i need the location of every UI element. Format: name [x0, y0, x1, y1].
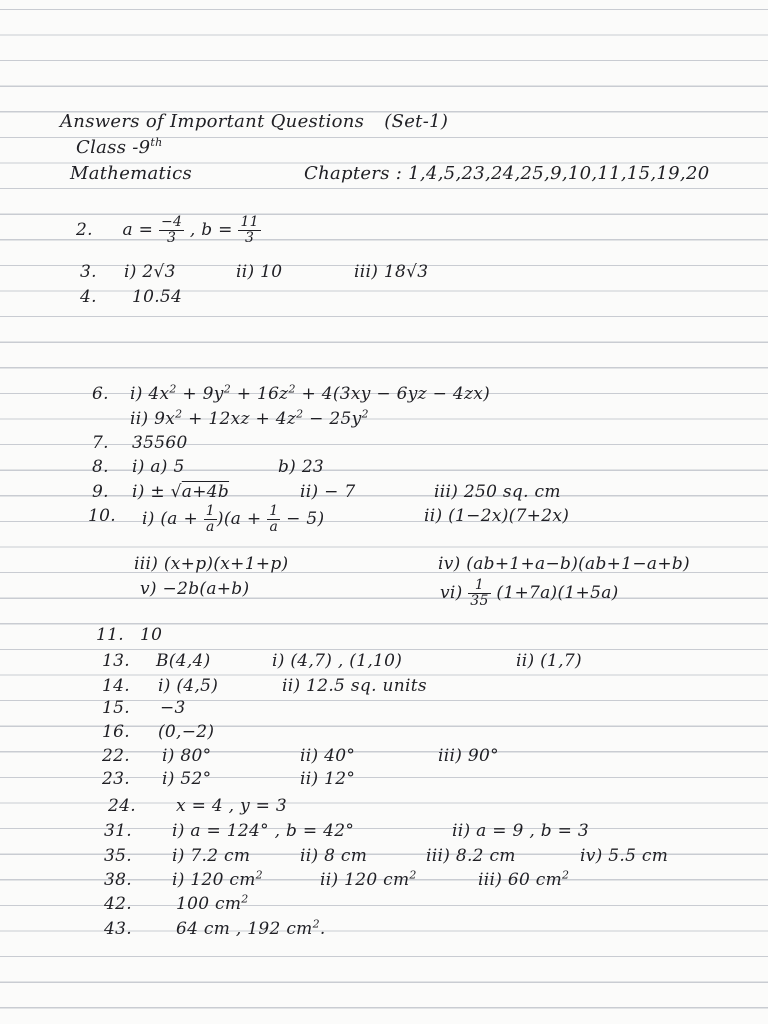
answer-text: − 5) — [280, 509, 325, 529]
answer-text: ii) 120 cm — [320, 870, 410, 890]
fraction — [159, 215, 184, 246]
answer-35-iv: iv) 5.5 cm — [580, 846, 669, 866]
exponent: 2 — [288, 382, 296, 396]
answer-2 — [76, 215, 261, 246]
question-number: 6. — [92, 384, 109, 404]
answer-text: + 16z — [231, 384, 289, 404]
question-number: 2. — [76, 220, 93, 240]
answer-7: 35560 — [132, 433, 188, 453]
answer-13-ii: ii) (1,7) — [516, 651, 582, 671]
answer-text: , b = — [184, 220, 239, 240]
fraction-denominator: a — [205, 519, 215, 535]
exponent: 2 — [562, 868, 570, 882]
answer-9-i: i) ± √a+4b — [132, 482, 230, 502]
class-label — [76, 138, 163, 158]
answer-text: i) 4x — [130, 384, 170, 404]
set-label: (Set-1) — [384, 111, 449, 132]
question-number: 9. — [92, 482, 109, 502]
question-number: 43. — [104, 919, 132, 939]
chapters-line — [304, 164, 709, 184]
question-number: 35. — [104, 846, 132, 866]
exponent: 2 — [255, 868, 263, 882]
answer-text: + 4(3xy − 6yz − 4zx) — [295, 384, 491, 404]
question-number: 10. — [88, 506, 116, 526]
answer-14-ii: ii) 12.5 sq. units — [282, 676, 427, 696]
root-content: a+4b — [181, 482, 230, 502]
question-number: 15. — [102, 698, 130, 718]
answer-42 — [176, 894, 249, 914]
fraction-numerator: 11 — [240, 214, 259, 230]
answer-8-i: i) a) 5 — [132, 457, 185, 477]
answer-22-i: i) 80° — [162, 746, 212, 766]
answer-38-iii — [478, 870, 569, 890]
answer-text: i) ± — [132, 482, 171, 502]
exponent: 2 — [409, 868, 417, 882]
subject-label: Mathematics — [70, 163, 193, 184]
answer-38-i — [172, 870, 263, 890]
fraction-denominator: 3 — [166, 230, 177, 246]
question-number: 22. — [102, 746, 130, 766]
question-number: 16. — [102, 722, 130, 742]
exponent: 2 — [361, 407, 369, 421]
answer-24: x = 4 , y = 3 — [176, 796, 288, 816]
answer-10-iii: iii) (x+p)(x+1+p) — [134, 554, 289, 574]
answer-38-ii — [320, 870, 417, 890]
answer-4: 10.54 — [132, 287, 183, 307]
question-number: 7. — [92, 433, 109, 453]
answer-35-ii: ii) 8 cm — [300, 846, 368, 866]
fraction-denominator: 35 — [470, 593, 489, 609]
class-suffix: th — [150, 136, 163, 149]
answer-9-ii: ii) − 7 — [300, 482, 356, 502]
answer-text: a = — [122, 220, 159, 240]
answer-14-i: i) (4,5) — [158, 676, 219, 696]
class-text: Class -9 — [76, 137, 151, 158]
answer-text: . — [319, 919, 326, 939]
answer-text: iii) 60 cm — [478, 870, 563, 890]
fraction-numerator: 1 — [468, 578, 490, 594]
answer-43 — [176, 919, 326, 939]
answer-text: 64 cm , 192 cm — [176, 919, 313, 939]
answer-3 — [80, 262, 97, 282]
answer-part-iii: iii) 18√3 — [354, 262, 429, 282]
title-text: Answers of Important Questions — [60, 111, 365, 132]
fraction — [204, 504, 217, 535]
question-number: 13. — [102, 651, 130, 671]
exponent: 2 — [175, 407, 183, 421]
answer-text: + 9y — [176, 384, 224, 404]
fraction-denominator: a — [269, 519, 279, 535]
question-number: 31. — [104, 821, 132, 841]
question-number: 23. — [102, 769, 130, 789]
answer-text: + 12xz + 4z — [182, 409, 297, 429]
answer-text: i) 120 cm — [172, 870, 256, 890]
answer-8-b: b) 23 — [278, 457, 325, 477]
answer-text: 100 cm — [176, 894, 242, 914]
fraction — [468, 578, 490, 609]
fraction-numerator: 1 — [269, 503, 279, 519]
fraction — [267, 504, 280, 535]
answer-10-vi — [440, 578, 619, 609]
answer-text: (1+7a)(1+5a) — [490, 583, 619, 603]
answer-6-i — [130, 384, 490, 404]
question-number: 4. — [80, 287, 97, 307]
answer-11: 10 — [140, 625, 163, 645]
answer-text: )(a + — [216, 509, 268, 529]
chapters-label: Chapters : — [304, 163, 403, 184]
question-number: 38. — [104, 870, 132, 890]
exponent: 2 — [169, 382, 177, 396]
answer-35-iii: iii) 8.2 cm — [426, 846, 516, 866]
answer-10-v: v) −2b(a+b) — [140, 579, 250, 599]
answer-35-i: i) 7.2 cm — [172, 846, 251, 866]
answer-text: − 25y — [303, 409, 362, 429]
chapters-list: 1,4,5,23,24,25,9,10,11,15,19,20 — [408, 163, 710, 184]
exponent: 2 — [312, 917, 320, 931]
answer-text: vi) — [440, 583, 469, 603]
fraction-numerator: −4 — [160, 214, 183, 230]
question-number: 42. — [104, 894, 132, 914]
answer-part-i: i) 2√3 — [124, 262, 176, 282]
answer-31-i: i) a = 124° , b = 42° — [172, 821, 355, 841]
fraction — [238, 215, 260, 246]
answer-15: −3 — [160, 698, 186, 718]
question-number: 14. — [102, 676, 130, 696]
answer-10-ii: ii) (1−2x)(7+2x) — [424, 506, 570, 526]
fraction-numerator: 1 — [205, 503, 215, 519]
answer-16: (0,−2) — [158, 722, 215, 742]
question-number: 24. — [108, 796, 136, 816]
answer-10-i — [142, 504, 324, 535]
answer-part-ii: ii) 10 — [236, 262, 283, 282]
answer-text: ii) 9x — [130, 409, 176, 429]
question-number: 11. — [96, 625, 124, 645]
exponent: 2 — [241, 892, 249, 906]
page-title — [60, 112, 448, 132]
answer-10-iv: iv) (ab+1+a−b)(ab+1−a+b) — [438, 554, 690, 574]
question-number: 3. — [80, 262, 97, 282]
answer-22-ii: ii) 40° — [300, 746, 356, 766]
answer-13: B(4,4) — [156, 651, 211, 671]
answer-6-ii — [130, 409, 369, 429]
answer-23-i: i) 52° — [162, 769, 212, 789]
question-number: 8. — [92, 457, 109, 477]
answer-9-iii: iii) 250 sq. cm — [434, 482, 561, 502]
answer-31-ii: ii) a = 9 , b = 3 — [452, 821, 589, 841]
answer-22-iii: iii) 90° — [438, 746, 499, 766]
fraction-denominator: 3 — [245, 230, 255, 246]
answer-23-ii: ii) 12° — [300, 769, 356, 789]
answer-text: i) (a + — [142, 509, 204, 529]
exponent: 2 — [223, 382, 231, 396]
exponent: 2 — [296, 407, 304, 421]
answer-13-i: i) (4,7) , (1,10) — [272, 651, 403, 671]
